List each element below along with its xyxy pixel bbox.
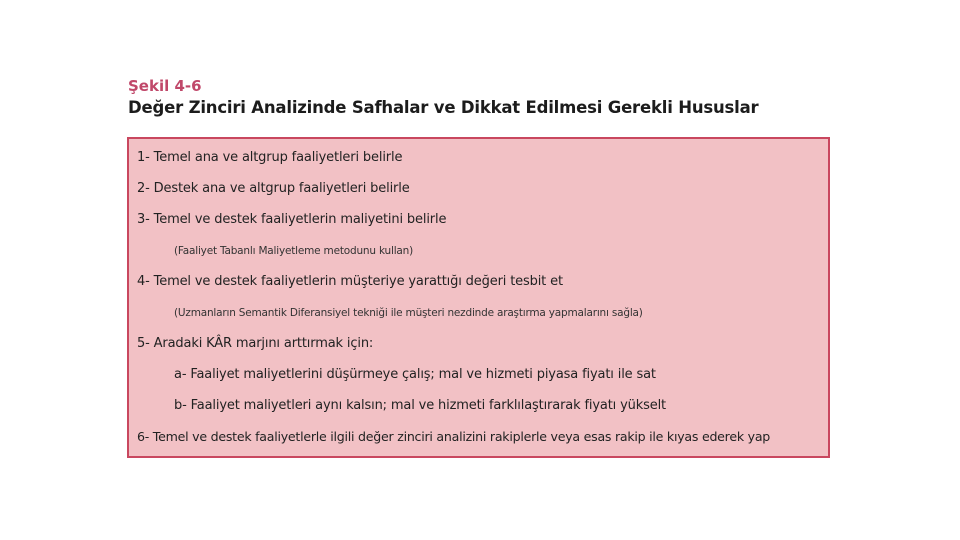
step-2: 2- Destek ana ve altgrup faaliyetleri belirle	[137, 181, 410, 196]
step-3: 3- Temel ve destek faaliyetlerin maliyetini belirle	[137, 212, 447, 227]
step-5a: a- Faaliyet maliyetlerini düşürmeye çalış; mal ve hizmeti piyasa fiyatı ile sat	[174, 367, 656, 382]
steps-panel	[127, 137, 830, 458]
figure-label: Şekil 4-6	[128, 77, 202, 95]
step-5b: b- Faaliyet maliyetleri aynı kalsın; mal ve hizmeti farklılaştırarak fiyatı yükselt	[174, 398, 666, 413]
step-5: 5- Aradaki KÂR marjını arttırmak için:	[137, 336, 374, 351]
step-1: 1- Temel ana ve altgrup faaliyetleri belirle	[137, 150, 403, 165]
figure-title: Değer Zinciri Analizinde Safhalar ve Dikkat Edilmesi Gerekli Hususlar	[128, 98, 759, 117]
step-3-note: (Faaliyet Tabanlı Maliyetleme metodunu kullan)	[174, 245, 413, 257]
step-4: 4- Temel ve destek faaliyetlerin müşteriye yarattığı değeri tesbit et	[137, 274, 563, 289]
step-4-note: (Uzmanların Semantik Diferansiyel tekniği ile müşteri nezdinde araştırma yapmalarını sağla)	[174, 307, 643, 319]
step-6: 6- Temel ve destek faaliyetlerle ilgili değer zinciri analizini rakiplerle veya esas rakip ile kıyas ederek yap	[137, 429, 771, 444]
